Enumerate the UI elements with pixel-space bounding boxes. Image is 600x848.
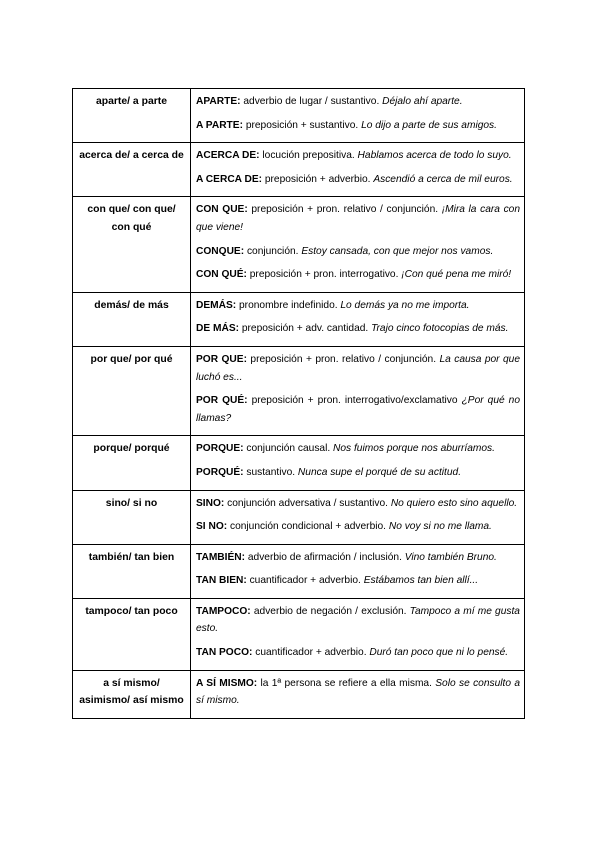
definition-example: Tampoco a mí me gusta esto. (196, 605, 520, 635)
definition-example: ¡Con qué pena me miró! (401, 269, 512, 281)
definition-text: pronombre indefinido. (236, 299, 341, 311)
table-row (73, 292, 525, 346)
definition-keyword: TAN BIEN: (196, 575, 247, 587)
definition-text: conjunción causal. (243, 443, 334, 455)
definition-text: preposición + adv. cantidad. (239, 323, 372, 335)
definition-keyword: SINO: (196, 497, 225, 509)
definition (196, 93, 520, 111)
definition (196, 351, 520, 386)
definition-example: ¿Por qué no llamas? (196, 395, 520, 424)
definition-keyword: A PARTE: (196, 119, 243, 131)
definition (196, 171, 520, 189)
definition (196, 495, 520, 513)
definition-text: sustantivo. (243, 466, 298, 478)
term-cell (73, 544, 191, 598)
term-cell (73, 598, 191, 670)
table-row (73, 436, 525, 490)
definitions-cell (191, 143, 525, 197)
definition-keyword: SI NO: (196, 521, 228, 533)
definition-keyword: ACERCA DE: (196, 150, 260, 162)
term-cell (73, 89, 191, 143)
term-label: aparte/ a parte (95, 96, 168, 107)
definition (196, 549, 520, 567)
definition (196, 243, 520, 261)
definition-keyword: APARTE: (196, 96, 241, 107)
definition-keyword: POR QUE: (196, 353, 247, 365)
definition-keyword: DE MÁS: (196, 323, 240, 335)
definition-example: Ascendió a cerca de mil euros. (373, 173, 513, 185)
term-cell (73, 670, 191, 718)
definition-keyword: CON QUÉ: (196, 269, 247, 281)
definition-example: Vino también Bruno. (404, 551, 497, 563)
table-row (73, 197, 525, 292)
definition-example: Trajo cinco fotocopias de más. (371, 323, 509, 335)
definition-text: locución prepositiva. (259, 150, 358, 162)
definition-example: Déjalo ahí aparte. (382, 96, 463, 107)
definitions-cell (191, 292, 525, 346)
definition-keyword: TAMBIÉN: (196, 551, 246, 563)
definition-example: Lo dijo a parte de sus amigos. (361, 119, 497, 131)
definition (196, 320, 520, 338)
definition-text: preposición + pron. relativo / conjunción. (247, 204, 442, 216)
definition-keyword: CONQUE: (196, 245, 245, 257)
definitions-cell (191, 436, 525, 490)
term-label: acerca de/ a cerca de (79, 150, 184, 162)
table-row (73, 346, 525, 435)
term-label: a sí mismo/ asimismo/ así mismo (79, 677, 184, 707)
term-label: porque/ porqué (93, 443, 170, 455)
definition-example: Solo se consulto a sí mismo. (196, 677, 520, 707)
definition-text: conjunción adversativa / sustantivo. (224, 497, 391, 509)
term-label: demás/ de más (94, 299, 169, 311)
definition-keyword: A SÍ MISMO: (196, 677, 258, 689)
definition-example: Hablamos acerca de todo lo suyo. (357, 150, 512, 162)
definition-text: preposición + adverbio. (262, 173, 374, 185)
definition-example: Duró tan poco que ni lo pensé. (369, 647, 509, 659)
definition-text: cuantificador + adverbio. (252, 647, 370, 659)
definition-text: conjunción condicional + adverbio. (227, 521, 389, 533)
definition (196, 518, 520, 536)
table-row (73, 598, 525, 670)
definition (196, 644, 520, 662)
definition-text: adverbio de negación / exclusión. (250, 605, 410, 617)
definitions-cell (191, 670, 525, 718)
definition (196, 603, 520, 638)
definition (196, 392, 520, 427)
definition-text: adverbio de lugar / sustantivo. (240, 96, 383, 107)
table-row (73, 490, 525, 544)
term-cell (73, 436, 191, 490)
definition-keyword: TAN POCO: (196, 647, 253, 659)
definitions-cell (191, 598, 525, 670)
definition (196, 464, 520, 482)
term-cell (73, 197, 191, 292)
definition-text: adverbio de afirmación / inclusión. (245, 551, 405, 563)
definition-text: preposición + sustantivo. (242, 119, 362, 131)
definition-keyword: DEMÁS: (196, 299, 237, 311)
term-cell (73, 292, 191, 346)
definition-text: cuantificador + adverbio. (246, 575, 364, 587)
definition-example: No voy si no me llama. (388, 521, 492, 533)
definition-example: La causa por que luchó es... (196, 353, 520, 383)
definition (196, 440, 520, 458)
definition (196, 201, 520, 236)
definitions-cell (191, 197, 525, 292)
definition (196, 147, 520, 165)
definition (196, 572, 520, 590)
definition-example: No quiero esto sino aquello. (390, 497, 518, 509)
definition-example: ¡Mira la cara con que viene! (196, 204, 520, 233)
term-cell (73, 143, 191, 197)
definition-example: Nos fuimos porque nos aburríamos. (333, 443, 495, 455)
definitions-cell (191, 346, 525, 435)
term-label: sino/ si no (105, 497, 158, 509)
term-cell (73, 346, 191, 435)
term-label: también/ tan bien (88, 551, 175, 563)
term-cell (73, 490, 191, 544)
definition (196, 117, 520, 135)
definition-keyword: PORQUE: (196, 443, 244, 455)
definition-text: conjunción. (244, 245, 302, 257)
table-row (73, 143, 525, 197)
definition-text: la 1ª persona se refiere a ella misma. (257, 677, 436, 689)
definitions-cell (191, 89, 525, 143)
table-row (73, 670, 525, 718)
definition (196, 266, 520, 284)
definition-example: Estábamos tan bien allí... (363, 575, 479, 587)
term-label: con que/ con que/ con qué (87, 204, 176, 233)
term-label: tampoco/ tan poco (85, 605, 178, 617)
definitions-cell (191, 490, 525, 544)
definitions-cell (191, 544, 525, 598)
definition-text: preposición + pron. relativo / conjunción. (246, 353, 440, 365)
vocabulary-table (72, 88, 525, 719)
definition-example: Lo demás ya no me importa. (340, 299, 470, 311)
definition-text: preposición + pron. interrogativo/exclamativo (247, 395, 462, 407)
definition-keyword: PORQUÉ: (196, 466, 244, 478)
definition-text: preposición + pron. interrogativo. (246, 269, 402, 281)
table-row (73, 544, 525, 598)
definition-keyword: POR QUÉ: (196, 395, 248, 407)
term-label: por que/ por qué (90, 353, 173, 365)
definition-example: Nunca supe el porqué de su actitud. (297, 466, 462, 478)
table-row (73, 89, 525, 143)
definition (196, 675, 520, 710)
definition (196, 297, 520, 315)
definition-keyword: TAMPOCO: (196, 605, 251, 617)
definition-keyword: A CERCA DE: (196, 173, 263, 185)
definition-example: Estoy cansada, con que mejor nos vamos. (301, 245, 494, 257)
definition-keyword: CON QUE: (196, 204, 248, 216)
